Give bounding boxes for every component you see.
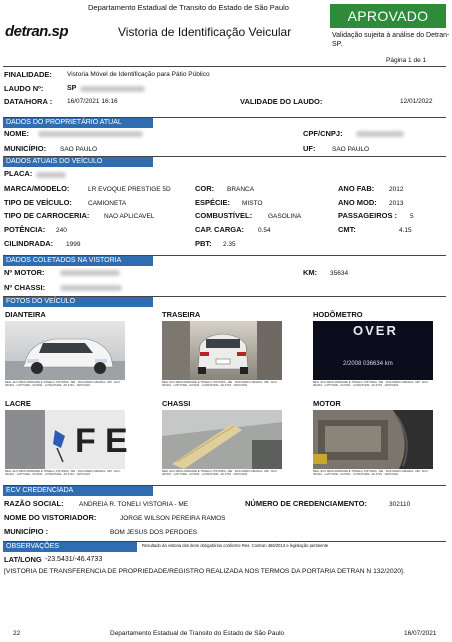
photo-caption-chassis: REG. ECV REIS ANDRADE E TONELLI VISTORIA - ME · RUA MARIO AMARAL, 186 · ECV: 302110 · LATITUDE: -23.5431 · LONGITUDE: -46.4733 · 16/07/2021 xyxy=(162,469,278,477)
cmt-value: 4.15 xyxy=(399,227,412,234)
combustivel-value: GASOLINA xyxy=(268,213,302,220)
detran-logo: detran.sp xyxy=(5,23,69,40)
document-title: Vistoria de Identificação Veicular xyxy=(118,25,292,39)
footer-agency: Departamento Estadual de Transito do Estado de São Paulo xyxy=(110,630,285,637)
photo-caption-front: REG. ECV REIS ANDRADE E TONELLI VISTORIA - ME · RUA MARIO AMARAL, 186 · ECV: 302110 · LATITUDE: -23.5431 · LONGITUDE: -46.4733 · 16/07/2021 xyxy=(5,380,121,388)
razao-value: ANDREIA R. TONELI VISTORIA - ME xyxy=(79,501,189,508)
carga-value: 0.54 xyxy=(258,227,271,234)
km-label: KM: xyxy=(303,268,318,277)
svg-text:F: F xyxy=(75,422,96,460)
obs-note: Resultado da vistoria dos itens obrigatórios conforme Res. Contran 466/2013 e legislação pertinente xyxy=(142,543,329,548)
section-inspection-title: DADOS COLETADOS NA VISTORIA xyxy=(3,256,153,266)
redacted-placa xyxy=(36,172,66,178)
odometer-screen-text: OVER xyxy=(353,323,398,338)
photo-caption-seal: REG. ECV REIS ANDRADE E TONELLI VISTORIA - ME · RUA MARIO AMARAL, 186 · ECV: 302110 · LATITUDE: -23.5431 · LONGITUDE: -46.4733 · 16/07/2021 xyxy=(5,469,121,477)
obs-text: [VISTORIA DE TRANSFERENCIA DE PROPRIEDADE/REGISTRO REALIZADA NOS TERMOS DA PORTARIA DETRAN N 132/2020]. xyxy=(4,568,405,575)
especie-value: MISTO xyxy=(242,200,263,207)
photo-label-rear: TRASEIRA xyxy=(162,310,201,319)
photo-caption-engine: REG. ECV REIS ANDRADE E TONELLI VISTORIA - ME · RUA MARIO AMARAL, 186 · ECV: 302110 · LATITUDE: -23.5431 · LONGITUDE: -46.4733 · 16/07/2021 xyxy=(313,469,429,477)
redacted-laudo xyxy=(80,86,145,92)
svg-text:E: E xyxy=(105,422,128,460)
section-inspection xyxy=(3,255,446,265)
section-vehicle xyxy=(3,156,446,166)
vistoriador-label: NOME DO VISTORIADOR: xyxy=(4,513,97,522)
carroceria-value: NAO APLICAVEL xyxy=(104,213,155,220)
carroceria-label: TIPO DE CARROCERIA: xyxy=(4,211,90,220)
municipio-value: SAO PAULO xyxy=(60,146,98,153)
footer-date: 16/07/2021 xyxy=(404,630,437,637)
km-value: 35634 xyxy=(330,270,349,277)
pbt-label: PBT: xyxy=(195,239,212,248)
cilindrada-value: 1999 xyxy=(66,241,81,248)
datahora-label: DATA/HORA : xyxy=(4,97,53,106)
potencia-value: 240 xyxy=(56,227,67,234)
anofab-label: ANO FAB: xyxy=(338,184,375,193)
photo-label-engine: MOTOR xyxy=(313,399,341,408)
finalidade-label: FINALIDADE: xyxy=(4,70,52,79)
vistoriador-value: JORGE WILSON PEREIRA RAMOS xyxy=(120,515,226,522)
validade-label: VALIDADE DO LAUDO: xyxy=(240,97,323,106)
cmt-label: CMT: xyxy=(338,225,356,234)
cilindrada-label: CILINDRADA: xyxy=(4,239,54,248)
seal-plate-image xyxy=(5,410,128,469)
photo-caption-rear: REG. ECV REIS ANDRADE E TONELLI VISTORIA - ME · RUA MARIO AMARAL, 186 · ECV: 302110 · LATITUDE: -23.5431 · LONGITUDE: -46.4733 · 16/07/2021 xyxy=(162,380,278,388)
odometer-reading: 2/2008 036634 km xyxy=(343,361,393,367)
section-obs-title: OBSERVAÇÕES xyxy=(3,542,137,552)
header-agency-text: Departamento Estadual de Transito do Estado de São Paulo xyxy=(88,3,289,12)
engine-image xyxy=(313,410,433,469)
cor-label: COR: xyxy=(195,184,215,193)
redacted-nome xyxy=(38,131,143,137)
section-vehicle-title: DADOS ATUAIS DO VEÍCULO xyxy=(3,157,153,167)
laudo-label: LAUDO Nº: xyxy=(4,84,44,93)
uf-value: SAO PAULO xyxy=(332,146,370,153)
nome-label: NOME: xyxy=(4,129,29,138)
chassi-number-label: Nº CHASSI: xyxy=(4,283,46,292)
anomod-value: 2013 xyxy=(389,200,404,207)
footer-left: 22 xyxy=(13,630,21,637)
section-photos xyxy=(3,296,446,306)
chassis-image xyxy=(162,410,282,469)
razao-label: RAZÃO SOCIAL: xyxy=(4,499,64,508)
especie-label: ESPÉCIE: xyxy=(195,198,231,207)
validade-value: 12/01/2022 xyxy=(400,98,433,105)
anomod-label: ANO MOD: xyxy=(338,198,377,207)
section-ecv-title: ECV CREDENCIADA xyxy=(3,486,153,496)
anofab-value: 2012 xyxy=(389,186,404,193)
cor-value: BRANCA xyxy=(227,186,255,193)
front-car-image xyxy=(5,321,125,380)
potencia-label: POTÊNCIA: xyxy=(4,225,46,234)
section-photos-title: FOTOS DO VEÍCULO xyxy=(3,297,153,307)
finalidade-value: Vistoria Móvel de Identificação para Pátio Público xyxy=(67,71,210,78)
photo-odometer xyxy=(313,321,433,380)
photo-label-front: DIANTEIRA xyxy=(5,310,46,319)
marca-label: MARCA/MODELO: xyxy=(4,184,70,193)
municipio-label: MUNICÍPIO: xyxy=(4,144,47,153)
laudo-value: SP xyxy=(67,85,77,92)
ecv-municipio-label: MUNICÍPIO : xyxy=(4,527,49,536)
uf-label: UF: xyxy=(303,144,316,153)
redacted-cpf xyxy=(356,131,404,137)
combustivel-label: COMBUSTÍVEL: xyxy=(195,211,253,220)
photo-label-seal: LACRE xyxy=(5,399,31,408)
marca-value: LR EVOQUE PRESTIGE 5D xyxy=(88,186,171,193)
page-number: Página 1 de 1 xyxy=(386,57,427,64)
photo-engine xyxy=(313,410,433,469)
photo-seal xyxy=(5,410,128,469)
status-badge: APROVADO xyxy=(330,4,446,28)
rear-car-image xyxy=(162,321,282,380)
credenciamento-value: 302110 xyxy=(389,501,411,508)
passageiros-label: PASSAGEIROS : xyxy=(338,211,398,220)
section-ecv xyxy=(3,485,446,495)
photo-caption-odometer: REG. ECV REIS ANDRADE E TONELLI VISTORIA - ME · RUA MARIO AMARAL, 186 · ECV: 302110 · LATITUDE: -23.5431 · LONGITUDE: -46.4733 · 16/07/2021 xyxy=(313,380,429,388)
tipo-value: CAMIONETA xyxy=(88,200,127,207)
section-owner xyxy=(3,117,446,127)
photo-label-chassis: CHASSI xyxy=(162,399,191,408)
redacted-chassi xyxy=(60,285,122,291)
section-owner-title: DADOS DO PROPRIETÁRIO ATUAL xyxy=(3,118,153,128)
ecv-municipio-value: BOM JESUS DOS PERDOES xyxy=(110,529,198,536)
header-divider xyxy=(3,66,446,67)
motor-number-label: Nº MOTOR: xyxy=(4,268,45,277)
cpf-label: CPF/CNPJ: xyxy=(303,129,343,138)
latlong-value: -23.5431/-46.4733 xyxy=(45,556,103,563)
datahora-value: 16/07/2021 16:16 xyxy=(67,98,118,105)
photo-label-odometer: HODÔMETRO xyxy=(313,310,363,319)
latlong-label: LAT/LONG xyxy=(4,555,42,564)
placa-label: PLACA: xyxy=(4,169,33,178)
pbt-value: 2.35 xyxy=(223,241,236,248)
photo-rear xyxy=(162,321,282,380)
photo-chassis xyxy=(162,410,282,469)
photo-front xyxy=(5,321,125,380)
passageiros-value: 5 xyxy=(410,213,414,220)
carga-label: CAP. CARGA: xyxy=(195,225,245,234)
tipo-label: TIPO DE VEÍCULO: xyxy=(4,198,72,207)
validation-note: Validação sujeita à análise do Detran-SP. xyxy=(332,32,450,48)
credenciamento-label: NÚMERO DE CREDENCIAMENTO: xyxy=(245,499,367,508)
redacted-motor xyxy=(60,270,120,276)
